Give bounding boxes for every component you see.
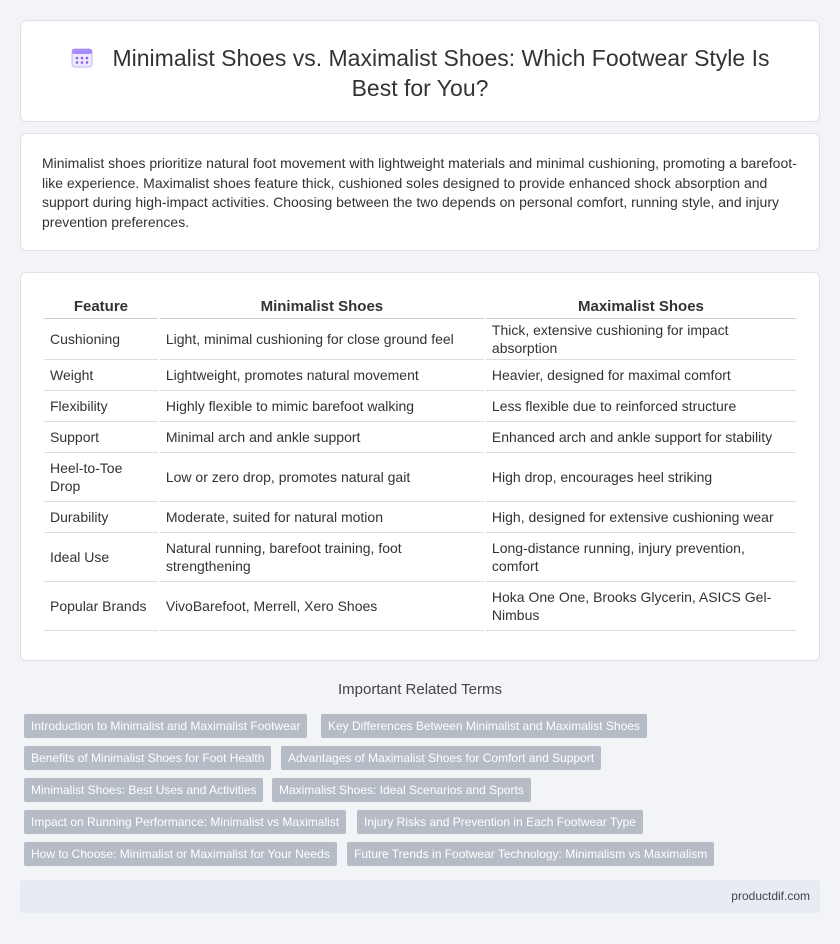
intro-card [20, 133, 820, 251]
table-row [44, 533, 796, 582]
table-cell: Enhanced arch and ankle support for stability [486, 422, 796, 453]
related-term-tag[interactable]: Benefits of Minimalist Shoes for Foot Health [24, 746, 271, 770]
table-cell: High drop, encourages heel striking [486, 453, 796, 502]
table-cell: Support [44, 422, 158, 453]
table-row [44, 319, 796, 360]
title-card [20, 20, 820, 122]
table-cell: Less flexible due to reinforced structure [486, 391, 796, 422]
page-title: Minimalist Shoes vs. Maximalist Shoes: Which Footwear Style Is Best for You? [112, 45, 770, 101]
header-maximalist: Maximalist Shoes [486, 295, 796, 319]
table-row [44, 422, 796, 453]
table-cell: Thick, extensive cushioning for impact absorption [486, 319, 796, 360]
table-cell: Highly flexible to mimic barefoot walking [160, 391, 484, 422]
page-title-wrap [21, 43, 819, 103]
calendar-grid-icon [71, 45, 93, 67]
comparison-table [42, 295, 798, 631]
table-row [44, 391, 796, 422]
table-cell: Light, minimal cushioning for close ground feel [160, 319, 484, 360]
table-cell: Heel-to-Toe Drop [44, 453, 158, 502]
table-row [44, 502, 796, 533]
table-cell: Long-distance running, injury prevention, comfort [486, 533, 796, 582]
table-row [44, 360, 796, 391]
related-term-tag[interactable]: Minimalist Shoes: Best Uses and Activities [24, 778, 263, 802]
table-cell: Natural running, barefoot training, foot strengthening [160, 533, 484, 582]
table-cell: VivoBarefoot, Merrell, Xero Shoes [160, 582, 484, 631]
footer-bar [20, 880, 820, 913]
table-cell: Heavier, designed for maximal comfort [486, 360, 796, 391]
table-cell: Flexibility [44, 391, 158, 422]
table-cell: Ideal Use [44, 533, 158, 582]
comparison-card [20, 272, 820, 661]
related-term-tag[interactable]: Future Trends in Footwear Technology: Minimalism vs Maximalism [347, 842, 714, 866]
table-row [44, 453, 796, 502]
related-terms-title: Important Related Terms [338, 681, 502, 698]
related-term-tag[interactable]: Advantages of Maximalist Shoes for Comfort and Support [281, 746, 601, 770]
table-cell: Lightweight, promotes natural movement [160, 360, 484, 391]
table-cell: Weight [44, 360, 158, 391]
header-minimalist: Minimalist Shoes [160, 295, 484, 319]
table-cell: Low or zero drop, promotes natural gait [160, 453, 484, 502]
related-term-tag[interactable]: How to Choose: Minimalist or Maximalist for Your Needs [24, 842, 337, 866]
related-term-tag[interactable]: Key Differences Between Minimalist and Maximalist Shoes [321, 714, 647, 738]
table-cell: Cushioning [44, 319, 158, 360]
intro-paragraph: Minimalist shoes prioritize natural foot movement with lightweight materials and minimal cushioning, promoting a barefoot-like experience. Maximalist shoes feature thick, cushioned soles designed to provide enhanced shock absorption and support during high-impact activities. Choosing between the two depends on personal comfort, running style, and injury prevention preferences. [42, 155, 797, 230]
footer-site-link[interactable]: productdif.com [731, 889, 810, 903]
related-term-tag[interactable]: Introduction to Minimalist and Maximalist Footwear [24, 714, 307, 738]
table-cell: Hoka One One, Brooks Glycerin, ASICS Gel-Nimbus [486, 582, 796, 631]
header-feature: Feature [44, 295, 158, 319]
table-cell: High, designed for extensive cushioning wear [486, 502, 796, 533]
table-cell: Moderate, suited for natural motion [160, 502, 484, 533]
related-term-tag[interactable]: Maximalist Shoes: Ideal Scenarios and Sports [272, 778, 531, 802]
related-term-tag[interactable]: Impact on Running Performance: Minimalist vs Maximalist [24, 810, 346, 834]
table-header-row [44, 295, 796, 319]
table-cell: Popular Brands [44, 582, 158, 631]
related-term-tag[interactable]: Injury Risks and Prevention in Each Footwear Type [357, 810, 643, 834]
table-row [44, 582, 796, 631]
table-cell: Minimal arch and ankle support [160, 422, 484, 453]
table-cell: Durability [44, 502, 158, 533]
